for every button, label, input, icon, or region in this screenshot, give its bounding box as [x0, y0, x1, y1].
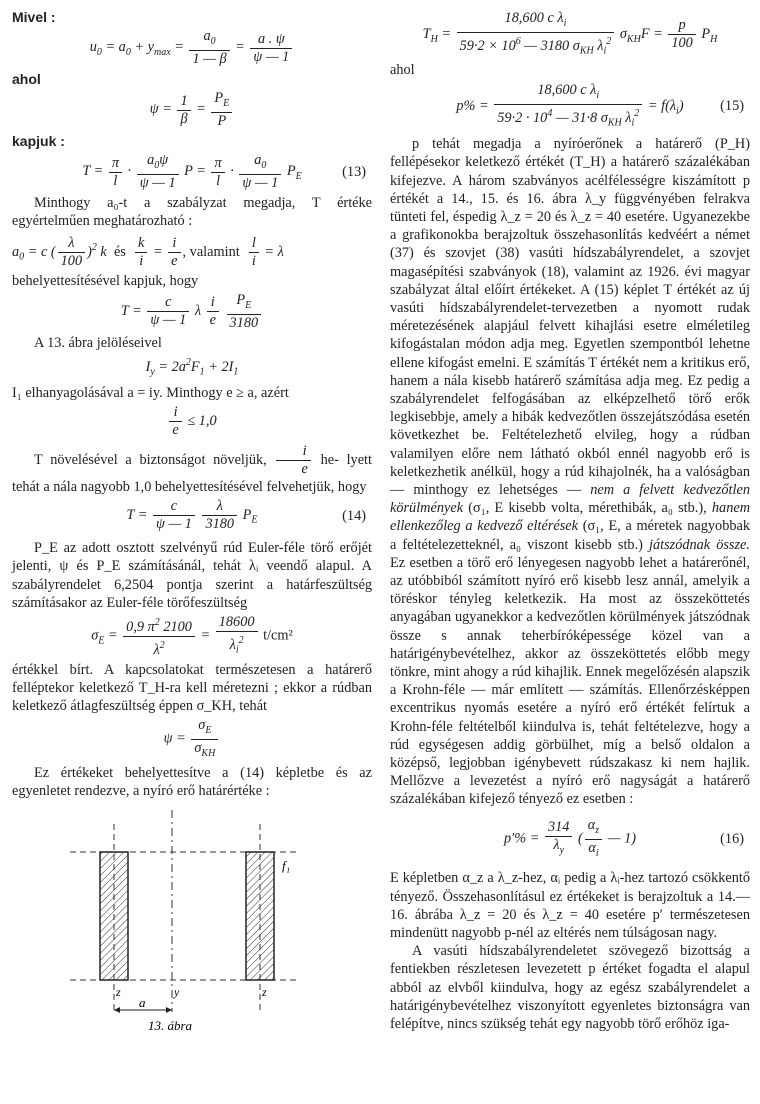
paragraph-ertekkel: értékkel bírt. A kapcsolatokat természetesen a határerő felléptekor keletkező T_H-ra kell méretezni ; ekkor a rúdban keletkező átlagfeszültség éppen σ_KH, tehát [12, 661, 372, 714]
mivel-keyword: Mivel : [12, 9, 56, 25]
equation-sigma-E: $\sigma_E$ = $\frac{0,9 \pi^2 2100}{\lambda^2}$ = $\frac{18600}{\lambda_i^2}$ t/cm² [91, 613, 293, 658]
dimension-arrow-left [114, 1007, 120, 1013]
noveles-text-c: lyett tehát a nála nagyobb 1,0 behelyettesítésével felvehetjük, hogy [12, 451, 372, 495]
abra13-jeloleseivel: A 13. ábra jelöléseivel [34, 334, 162, 351]
equation-u0: $u_0 = a_0 + y_{max}$ = $\frac{a_0}{1 — \beta}$ = $\frac{a . \psi}{\psi — 1}$ [12, 28, 372, 68]
paragraph-ezertekeket: Ez értékeket behelyettesítve a (14) képletbe és az egyenletet rendezve, a nyíró erő határértéke : [12, 764, 372, 800]
equation-number-14: (14) [342, 507, 366, 524]
es-word: és [113, 243, 126, 260]
kapjuk-keyword: kapjuk : [12, 133, 65, 150]
equation-number-15: (15) [720, 98, 744, 115]
main-text-4: Ez esetben a törő erő lényegesen nagyobb lehet a határerőnél, az utóbbiból számított nyíró erő kisebb lesz annál, amelyik a töréskor tényleg keletkezik. Ha most az összeköttetés anyagában ugyanekkor a kedvezőtlen körülmények játszódnak össze s annak teherbíróképessége közel van a határigénybevételhez, akkor az összeköttetés előbb megy tönkre, mint ahogy a rúd kihajlik. Ennek megelőzésén alapszik a Krohn-féle — már említett — számítás. Ellenőrzésképpen excentrikus nyomás esetére a nyíró erő értékét felírtuk a Krohn-féle feltételből kiindulva is, tehát feltételezve, hogy a rúd egységesen addig görbülhet, míg a belső oldalon a középső, legjobban igénybevett rúdszakasz ki nem hajlik. Mellőzve a levezetést a nyíró erő nagyságát a határerő százalékában kifejező tényező ez esetben : [390, 554, 750, 808]
paragraph-noveles: T növelésével a biztonságot növeljük, $\frac{i}{e}$ he- lyett tehát a nála nagyobb 1,0 behelyettesítésével felvehetjük, hogy [12, 442, 372, 495]
main-emphasis-2: hanem ellenkezőleg a kedvező eltérések [390, 500, 751, 535]
unit-tcm2: t/cm² [263, 627, 293, 644]
main-emphasis-1: nem a felvett kedvezőtlen körülmények [390, 482, 750, 517]
equation-psi: ψ = $\frac{1}{\beta}$ = $\frac{P_E}{P}$ [12, 90, 372, 130]
equation-Iy: $I_y = 2a^2F_1 + 2I_1$ [145, 356, 239, 378]
main-emphasis-3: játszódnak össze. [648, 536, 750, 553]
label-a: a [139, 995, 146, 1011]
equation-a0: $a_0 = c$ ( $\frac{\lambda}{100}$ )$^2$ k és $\frac{k}{i}$ = $\frac{i}{e}$ , valamint $\frac{l}{i}$ = λ [12, 234, 284, 269]
main-text-1: p tehát megadja a nyíróerőnek a határerő (P_H) fellépésekor keletkező értékét (T_H) a határerő százalékában kifejezve. A három szabványos acélfélességre kiszámított p értékét a 14., 15. és 16. ábra λ_y függvényében felrakva tünteti fel, éspedig λ_z = 20 és λ_z = 40 esetére. Ugyanezekbe a grafikonokba berajzoltuk összehasonlítás kedvéért a német (37) és szovjet (38) vasúti hídszabályrendelet, a szovjet magasépítési szabványok (18), valamint az 1926. évi magyar szabályzat által előírt értékeket. A (15) képlet T értékét az új vasúti hídszabályrendelet-tervezetben a nyomott rudak méretezésének alapjául felvett kihajlási esetre elméletileg kifogástalan módon adja meg. Egyetlen szempontból lehetne ellene kifogást emelni. E számítás T értékét nem a kritikus erő, hanem a nála kisebb határerő számítása adja meg. Ez pedig a szabályrendelet felfogásában az elképzelhető törő erők legkisebbje, amely a hibák kedvezőtlen összejátszódása esetén következhet be. Feltételezhető elvileg, hogy a rúdban valamilyen előre nem látható okból ennél nagyobb erő is keletkezhetik anélkül, hogy a rúd kihajolnék, ha a valóságban — minthogy ez lehetséges — [390, 136, 750, 499]
right-column [390, 8, 750, 1033]
paragraph-main [390, 135, 750, 809]
ahol-right: ahol [390, 62, 415, 79]
equation-15: p% = $\frac{18,600 c \lambda_i}{59\cdot 2 \cdot 10^4 — 31\cdot 8 \sigma_{KH} \lambda_i^2}$ = $f(\lambda_i)$ (15) [456, 81, 744, 129]
equation-16: p′% = $\frac{314}{\lambda_y}$ ( $\frac{\alpha_z}{\alpha_i}$ — 1) (16) [504, 816, 744, 859]
valamint-word: , valamint [182, 243, 240, 260]
label-z-left: z [116, 985, 121, 1000]
noveles-text-b: he- [320, 451, 339, 468]
main-text-3: (σ₁, E, a méretek nagyobbak a feltételezetteknél, a₀ viszont kisebb stb.) [390, 518, 750, 553]
equation-i-per-e: $\frac{i}{e}$ ≤ 1,0 [12, 404, 372, 439]
label-y: y [174, 985, 180, 1000]
equation-13: T = $\frac{\pi}{l}$ · $\frac{a_0\psi}{\psi — 1}$ P = $\frac{\pi}{l}$ · $\frac{a_0}{\psi — 1}$ $P_E$ (13) [82, 152, 366, 192]
main-text-2: (σ₁, E kisebb volta, mérethibák, a₀ stb.), [468, 500, 707, 517]
equation-number-16: (16) [720, 830, 744, 847]
label-z-right: z [262, 985, 267, 1000]
right-flange [246, 852, 274, 980]
figure-caption: 13. ábra [147, 1018, 193, 1034]
behelyettesites-line: behelyettesítésével kapjuk, hogy [12, 272, 199, 289]
equation-T-c: T = $\frac{c}{\psi — 1}$ λ $\frac{i}{e}$ $\frac{P_E}{3180}$ [12, 292, 372, 332]
paragraph-minthogy-a0: Minthogy a₀-t a szabályzat megadja, T értéke egyértelműen meghatározható : [12, 195, 372, 230]
dimension-arrow-right [166, 1007, 172, 1013]
paragraph-ekepletben: E képletben α_z a λ_z-hez, αᵢ pedig a λᵢ-hez tartozó csökkentő tényező. Összehasonlításul ez értékeket is berajzoltuk a 14.—16. ábrába λ_z = 20 és λ_z = 40 esetére p′ természetesen mindenütt nagyobb p-nél az eltérés nem túlságosan nagy. [390, 870, 750, 942]
equation-number-13: (13) [342, 164, 366, 181]
figure-13 [30, 804, 370, 1044]
label-f1: f₁ [282, 858, 291, 874]
equation-14: T = $\frac{c}{\psi — 1}$ $\frac{\lambda}{3180}$ $P_E$ (14) [126, 498, 366, 533]
paragraph-pe: P_E az adott osztott szelvényű rúd Euler-féle törő erőjét jelenti, ψ és P_E számításánál, tehát λᵢ veendő alapul. A szabályrendelet 6,2504 pontja szerint a határfeszültség számításakor az Euler-féle törőfeszültség [12, 540, 372, 611]
paragraph-vasuti: A vasúti hídszabályrendeletet szövegező bizottság a fentiekben részletesen levezetett p értéket fogadta el alapul abból az elvből kiindulva, hogy az egész szabályrendelet a határigénybevételhez viszonyított egyenletes biztonságra van felépítve, nincs szükség tehát egy nagyobb törő erőhöz iga- [390, 943, 750, 1033]
noveles-text-a: T növelésével a biztonságot növeljük, [34, 451, 267, 468]
equation-TH: $T_H$ = $\frac{18,600 c \lambda_i}{59\cdot 2 \times 10^6 — 3180 \sigma_{KH} \lambda_i^2}$ $\sigma_{KH}F$ = $\frac{p}{100}$ $P_H$ [422, 10, 718, 57]
equation-psi-sigma: ψ = $\frac{\sigma_E}{\sigma_{KH}}$ [12, 717, 372, 762]
elhanyagolas-line: I₁ elhanyagolásával a = iy. Minthogy e ≥ a, azért [12, 384, 289, 401]
left-column [12, 8, 372, 1044]
left-flange [100, 852, 128, 980]
ahol-keyword: ahol [12, 71, 41, 88]
